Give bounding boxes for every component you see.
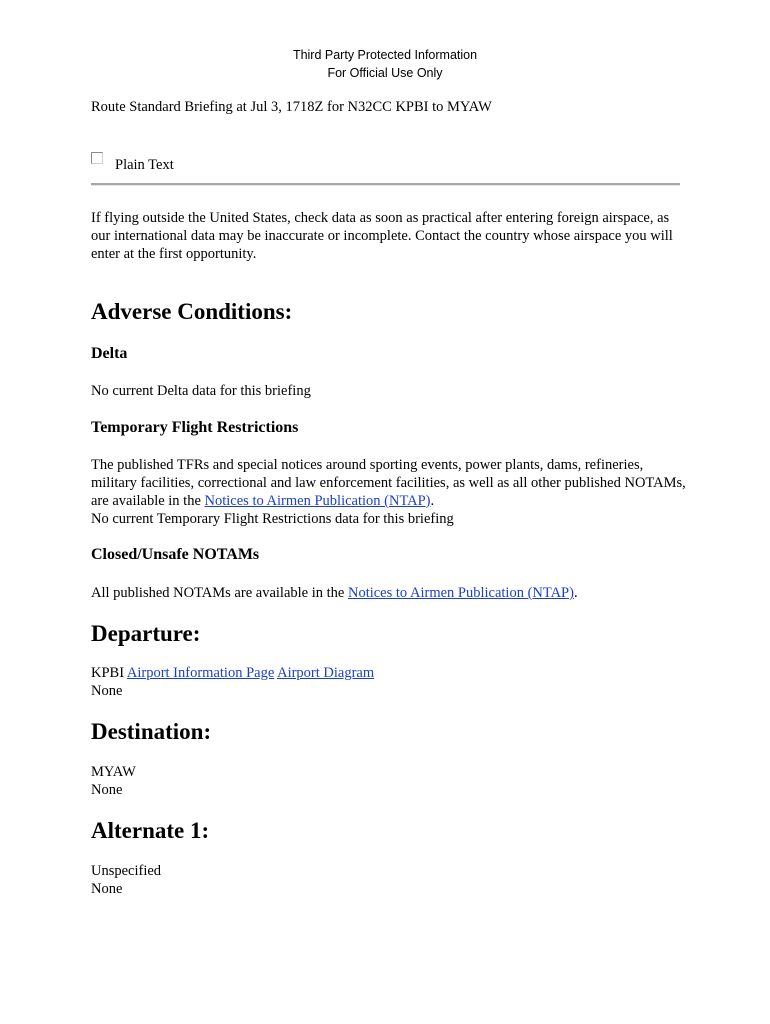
briefing-title: Route Standard Briefing at Jul 3, 1718Z for N32CC KPBI to MYAW (91, 99, 492, 115)
closed-unsafe-text-period: . (573, 585, 578, 601)
tfr-heading: Temporary Flight Restrictions (91, 419, 299, 436)
closed-unsafe-section (91, 584, 691, 602)
destination-airport: MYAW (91, 764, 136, 780)
destination-section (91, 763, 691, 799)
destination-heading: Destination: (91, 719, 212, 744)
tfr-ntap-link[interactable]: Notices to Airmen Publication (NTAP) (204, 493, 431, 509)
plain-text-checkbox[interactable] (91, 152, 103, 164)
departure-value: None (91, 683, 123, 699)
header-line-2: For Official Use Only (327, 66, 443, 80)
alternate-value: None (91, 881, 123, 897)
airport-diagram-link[interactable]: Airport Diagram (277, 665, 375, 681)
closed-unsafe-text: All published NOTAMs are available in the (91, 585, 345, 601)
international-notice-text: If flying outside the United States, check data as soon as practical after entering foreign airspace, as our international data may be inaccurate or incomplete. Contact the country whose airspace you will enter at the first opportunity. (91, 210, 673, 262)
departure-airport-row (91, 664, 691, 682)
tfr-text: The published TFRs and special notices around sporting events, power plants, dams, refineries, military facilities, correctional and law enforcement facilities, as well as all other published NOTAMs, are available in the (91, 457, 686, 509)
closed-unsafe-description (91, 584, 691, 602)
delta-heading: Delta (91, 345, 128, 362)
horizontal-divider (91, 183, 680, 186)
header-line-1: Third Party Protected Information (292, 48, 478, 62)
protected-info-header (0, 46, 770, 82)
tfr-no-data: No current Temporary Flight Restrictions data for this briefing (91, 511, 454, 527)
adverse-conditions-heading: Adverse Conditions: (91, 299, 293, 324)
international-notice (91, 209, 691, 263)
alternate-heading: Alternate 1: (91, 818, 210, 843)
departure-airport: KPBI (91, 665, 125, 681)
closed-unsafe-heading: Closed/Unsafe NOTAMs (91, 546, 260, 563)
plain-text-label: Plain Text (115, 157, 174, 173)
tfr-description (91, 456, 691, 510)
alternate-section (91, 862, 691, 898)
closed-unsafe-ntap-link[interactable]: Notices to Airmen Publication (NTAP) (347, 585, 574, 601)
airport-information-link[interactable]: Airport Information Page (126, 665, 275, 681)
departure-section (91, 664, 691, 700)
tfr-section (91, 456, 691, 528)
destination-value: None (91, 782, 123, 798)
delta-text: No current Delta data for this briefing (91, 383, 311, 399)
delta-section (91, 382, 691, 400)
alternate-airport: Unspecified (91, 863, 162, 879)
departure-heading: Departure: (91, 621, 201, 646)
tfr-text-period: . (430, 493, 435, 509)
